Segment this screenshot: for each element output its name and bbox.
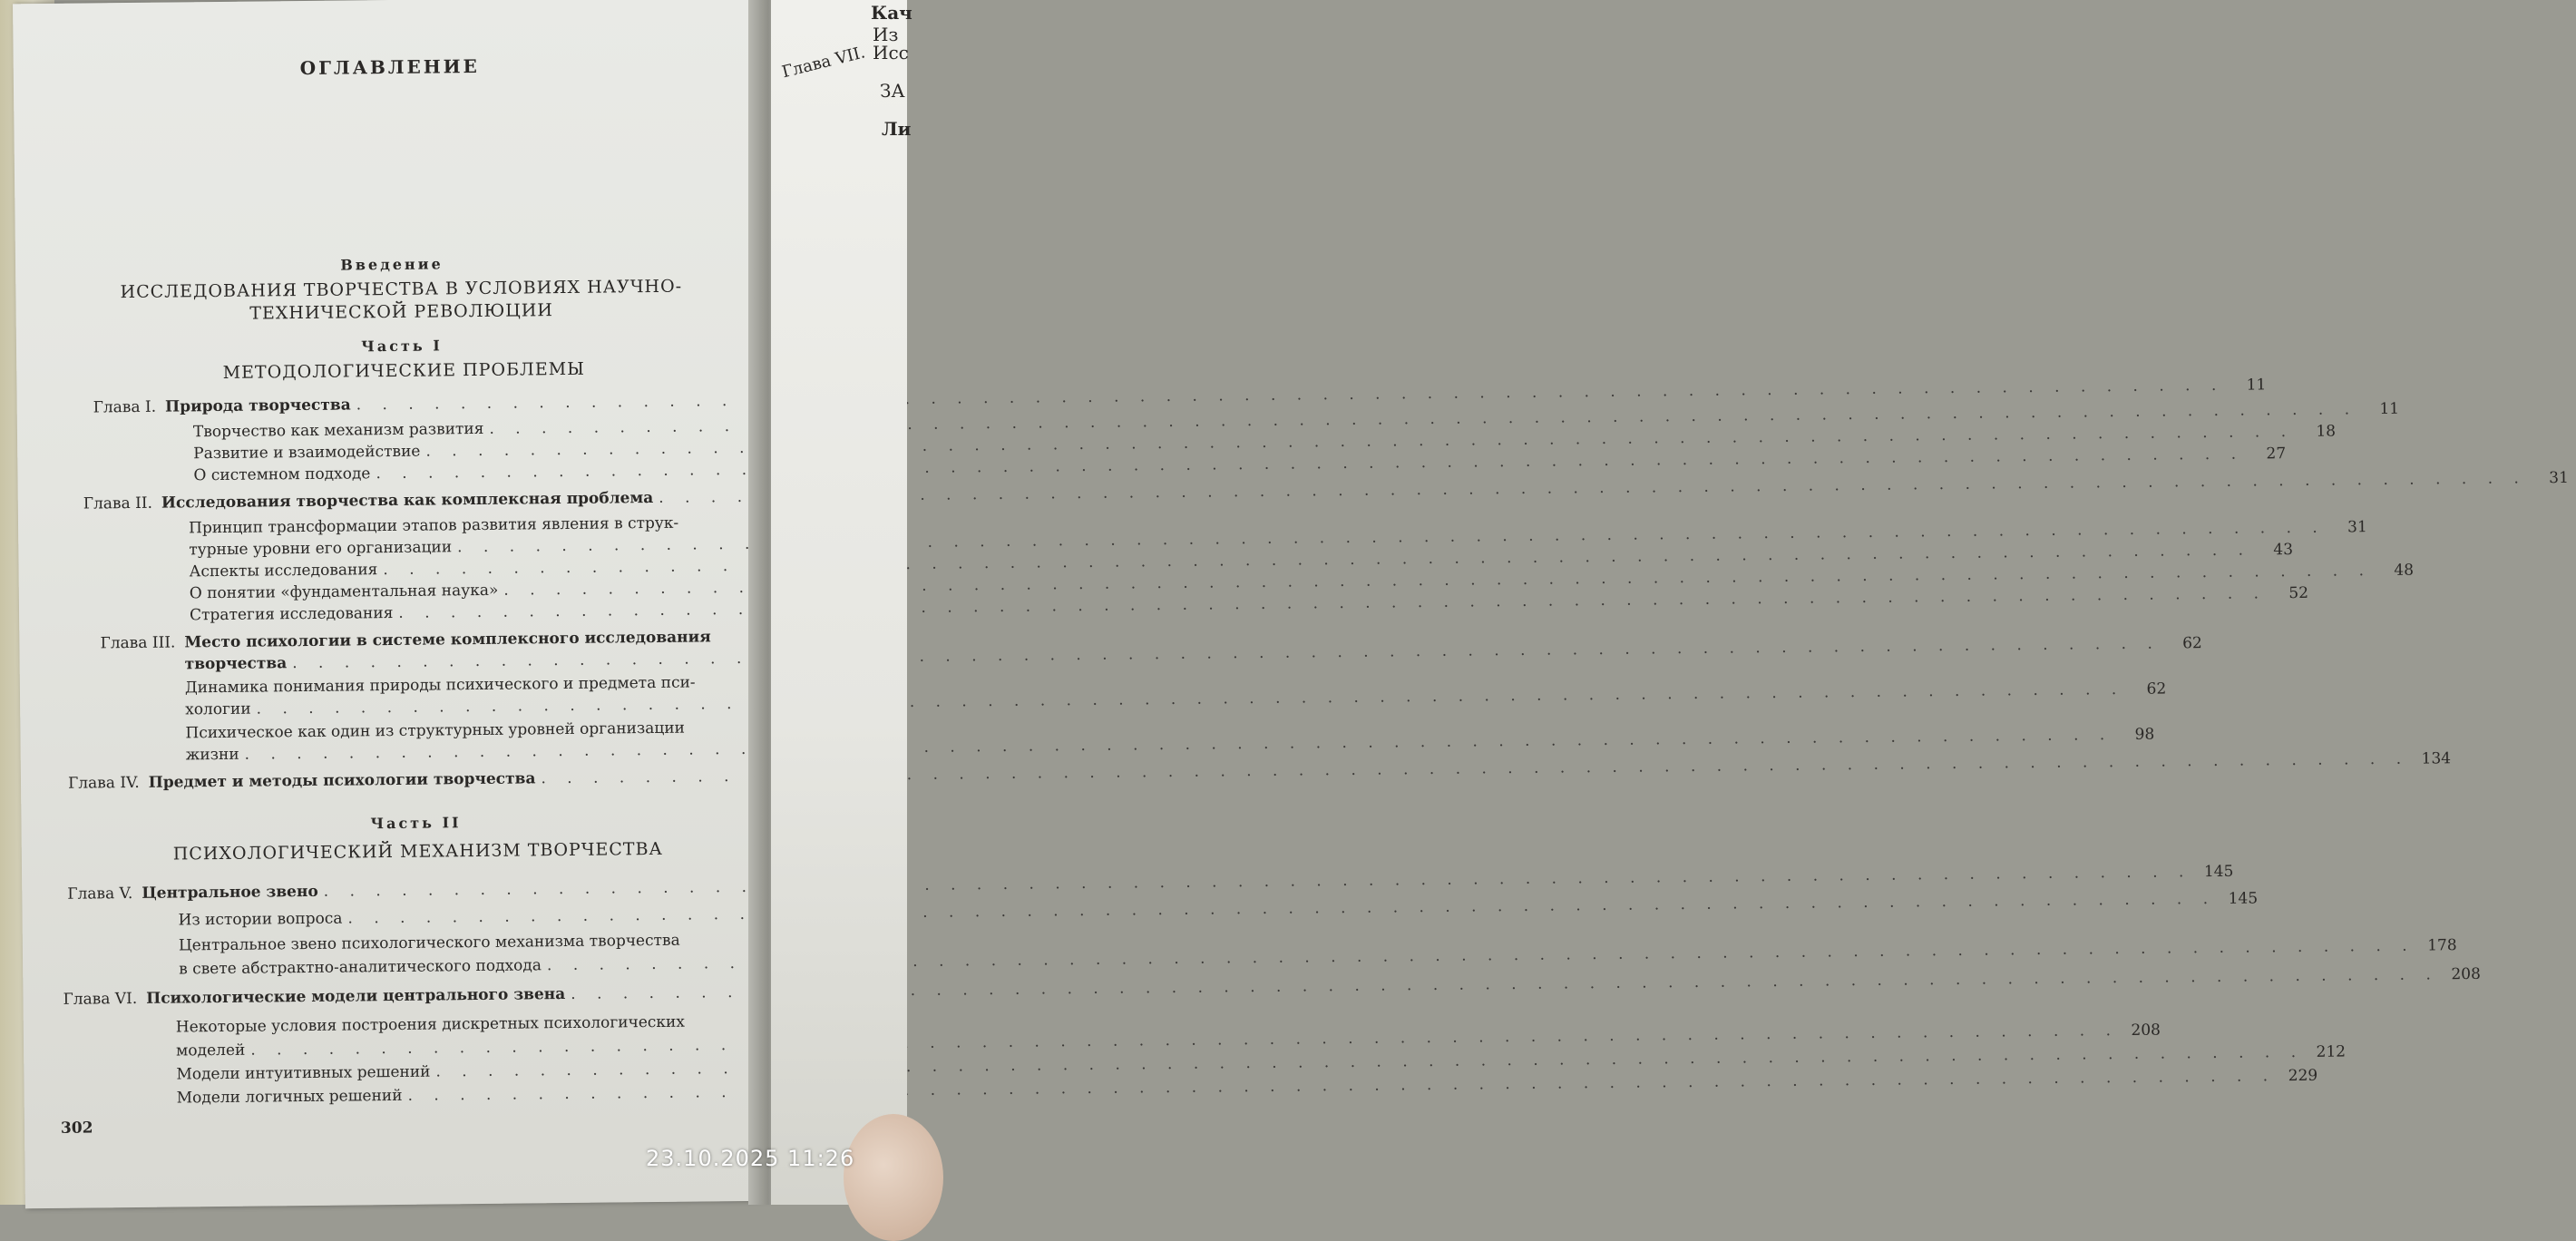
page-number: 31 (2549, 468, 2569, 488)
chapter-title: Исследования творчества как комплексная проблема (161, 488, 654, 513)
section-title: Центральное звено психологического механизма творчества (178, 931, 680, 955)
section-title: Модели интуитивных решений (176, 1062, 431, 1084)
page-number: 98 (2134, 725, 2155, 744)
section-title: Аспекты исследования (189, 561, 378, 581)
chapter-title: Природа творчества (165, 396, 351, 416)
page-number-folio: 302 (60, 1119, 93, 1138)
page-number: 11 (2379, 399, 2400, 419)
page-number: 31 (2347, 518, 2367, 537)
section-title: Психическое как один из структурных уровней организации (185, 718, 686, 743)
page-number: 11 (2246, 376, 2267, 395)
chapter-title-continued: творчества (184, 654, 288, 674)
page-number: 48 (2394, 561, 2415, 580)
chapter-title: Психологические модели центрального звена (146, 985, 566, 1008)
section-title: моделей (176, 1041, 246, 1060)
facing-chapter-label: Глава VII. (780, 43, 867, 83)
page-number: 145 (2228, 889, 2259, 908)
section-title: хологии (185, 699, 251, 719)
section-title: Некоторые условия построения дискретных психологических (175, 1012, 686, 1037)
photo-timestamp: 23.10.2025 11:26 (646, 1146, 855, 1171)
page-number: 134 (2421, 749, 2452, 768)
page-number: 18 (2316, 422, 2337, 441)
page-title: ОГЛАВЛЕНИЕ (299, 54, 480, 80)
chapter-label: Глава V. (67, 884, 133, 904)
page-number: 229 (2288, 1066, 2318, 1086)
part1-heading: МЕТОДОЛОГИЧЕСКИЕ ПРОБЛЕМЫ (222, 358, 585, 383)
page-number: 145 (2203, 862, 2234, 882)
chapter-label: Глава II. (83, 493, 153, 513)
page-number: 52 (2288, 583, 2309, 603)
toc-entry (189, 513, 731, 537)
chapter-label: Глава I. (93, 397, 157, 417)
chapter-title: Предмет и методы психологии творчества (148, 769, 536, 792)
toc-entry (67, 862, 2234, 904)
toc-entry (176, 1012, 762, 1037)
section-title: Стратегия исследования (189, 603, 394, 625)
part2-label: Часть II (370, 814, 462, 833)
chapter-title: Место психологии в системе комплексного исследования (184, 628, 711, 652)
toc-entry (93, 376, 2267, 417)
section-title: Модели логичных решений (176, 1086, 403, 1108)
section-title: Динамика понимания природы психического и предмета пси- (184, 673, 696, 698)
section-title: жизни (185, 745, 239, 765)
toc-entry (73, 628, 736, 653)
toc-entry (185, 718, 737, 742)
facing-chapter-title: Кач (871, 2, 912, 24)
page-number: 208 (2451, 964, 2481, 984)
section-title: Принцип трансформации этапов развития явления в струк- (188, 513, 679, 538)
chapter-title: Центральное звено (141, 882, 318, 903)
intro-heading-line2: ТЕХНИЧЕСКОЙ РЕВОЛЮЦИИ (249, 300, 554, 324)
page-number: 208 (2131, 1021, 2161, 1040)
section-title: О системном подходе (193, 464, 371, 485)
section-title: Из истории вопроса (178, 909, 343, 930)
facing-line: Исс (873, 42, 909, 64)
book-page-right (771, 0, 912, 1205)
part1-label: Часть I (361, 337, 443, 356)
page-number: 27 (2266, 445, 2287, 464)
finger-photo-artifact (844, 1114, 943, 1241)
intro-heading-line1: ИССЛЕДОВАНИЯ ТВОРЧЕСТВА В УСЛОВИЯХ НАУЧНО- (120, 276, 683, 303)
page-number: 178 (2427, 936, 2457, 955)
intro-label: Введение (340, 255, 444, 274)
section-title: в свете абстрактно-аналитического подхода (179, 956, 542, 979)
section-title: О понятии «фундаментальная наука» (189, 581, 499, 603)
page-number: 62 (2146, 679, 2167, 699)
section-title: Развитие и взаимодействие (193, 442, 421, 464)
facing-line: ЗА (880, 80, 905, 102)
toc-entry (185, 673, 737, 697)
part2-heading: ПСИХОЛОГИЧЕСКИЙ МЕХАНИЗМ ТВОРЧЕСТВА (172, 838, 664, 865)
toc-entry (179, 931, 759, 955)
facing-line: Из (873, 24, 899, 45)
section-title: Творчество как механизм развития (192, 419, 484, 442)
chapter-label: Глава IV. (67, 773, 140, 793)
chapter-label: Глава VI. (63, 989, 138, 1009)
chapter-label: Глава III. (100, 633, 176, 653)
page-number: 212 (2316, 1042, 2347, 1061)
section-title: турные уровни его организации (189, 538, 453, 560)
facing-line: Ли (882, 118, 912, 140)
page-number: 43 (2273, 541, 2294, 560)
page-number: 62 (2182, 634, 2202, 653)
